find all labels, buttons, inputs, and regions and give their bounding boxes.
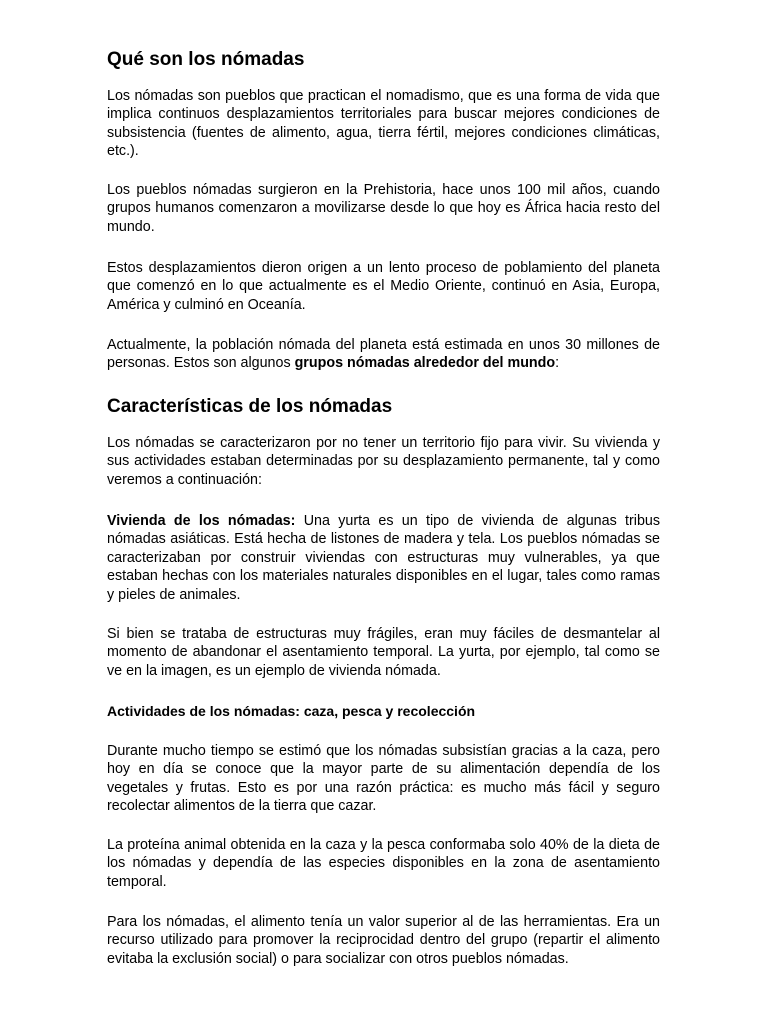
paragraph-dwelling (107, 512, 660, 604)
dwelling-label: Vivienda de los nómadas: (107, 513, 296, 529)
paragraph-food-sources: Durante mucho tiempo se estimó que los nómadas subsistían gracias a la caza, pero hoy en día se conoce que la mayor parte de su alimentación dependía de los vegetales y frutas. Esto es por una razón práctica: es mucho más fácil y seguro recolectar alimentos de la tierra que cazar. (107, 743, 660, 815)
document-page (107, 0, 660, 1024)
page-title: Qué son los nómadas (107, 49, 305, 70)
paragraph-origin: Los pueblos nómadas surgieron en la Prehistoria, hace unos 100 mil años, cuando grupos humanos comenzaron a movilizarse desde lo que hoy es África hacia resto del mundo. (107, 182, 660, 235)
population-text: Actualmente, la población nómada del planeta está estimada en unos 30 millones de personas. Estos son algunos (107, 337, 660, 372)
paragraph-population (107, 336, 660, 373)
subsection-heading-activities: Actividades de los nómadas: caza, pesca y recolección (107, 703, 476, 719)
paragraph-protein: La proteína animal obtenida en la caza y la pesca conformaba solo 40% de la dieta de los nómadas y dependía de las especies disponibles en la zona de asentamiento temporal. (107, 837, 660, 890)
paragraph-food-value: Para los nómadas, el alimento tenía un valor superior al de las herramientas. Era un recurso utilizado para promover la reciprocidad dentro del grupo (repartir el alimento evitaba la exclusión social) o para socializar con otros pueblos nómadas. (107, 914, 660, 967)
paragraph-characteristics-intro: Los nómadas se caracterizaron por no tener un territorio fijo para vivir. Su vivienda y sus actividades estaban determinadas por su desplazamiento permanente, tal y como veremos a continuación: (107, 435, 660, 488)
groups-link-text: grupos nómadas alrededor del mundo (294, 355, 556, 372)
section-heading-characteristics: Características de los nómadas (107, 396, 393, 417)
population-end: : (555, 355, 560, 372)
paragraph-yurt: Si bien se trataba de estructuras muy frágiles, eran muy fáciles de desmantelar al momento de abandonar el asentamiento temporal. La yurta, por ejemplo, tal como se ve en la imagen, es un ejemplo de vivienda nómada. (107, 626, 660, 679)
paragraph-settlement: Estos desplazamientos dieron origen a un lento proceso de poblamiento del planeta que comenzó en lo que actualmente es el Medio Oriente, continuó en Asia, Europa, América y culminó en Oceanía. (107, 260, 660, 313)
dwelling-text: Una yurta es un tipo de vivienda de algunas tribus nómadas asiáticas. Está hecha de listones de madera y tela. Los pueblos nómadas se caracterizaban por construir viviendas con estructuras muy vulnerables, ya que estaban hechas con los materiales naturales disponibles en el lugar, tales como ramas y pieles de animales. (107, 513, 660, 603)
paragraph-definition: Los nómadas son pueblos que practican el nomadismo, que es una forma de vida que implica continuos desplazamientos territoriales para buscar mejores condiciones de subsistencia (fuentes de alimento, agua, tierra fértil, mejores condiciones climáticas, etc.). (107, 88, 660, 160)
